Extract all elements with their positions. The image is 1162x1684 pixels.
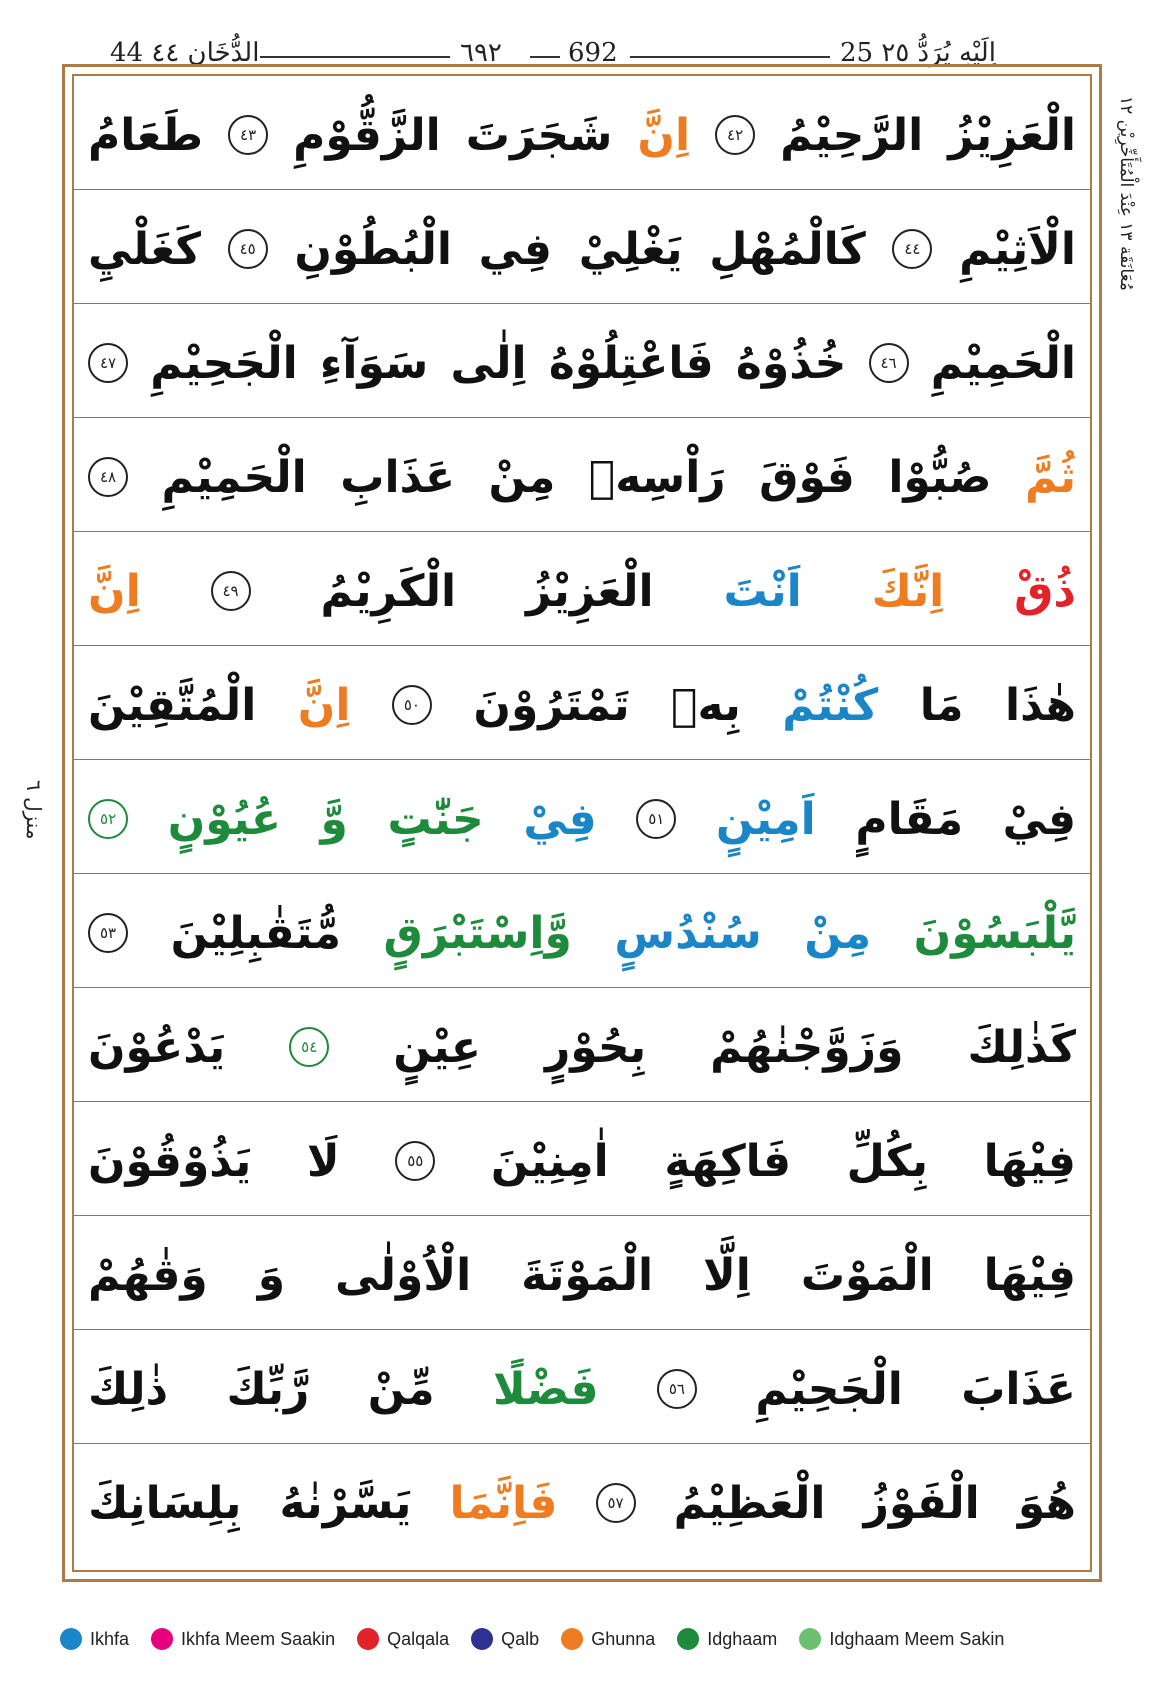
quran-word: فِيْهَا [983,1135,1076,1187]
quran-word: الْكَرِيْمُ [320,565,457,617]
quran-word: الرَّحِيْمُ [780,109,924,161]
quran-word: فَاِنَّمَا [449,1477,558,1529]
quran-word: شَجَرَتَ [465,109,613,161]
ayah-end-marker: ٥٦ [657,1369,697,1409]
verse-line-text [88,204,1076,294]
ayah-end-marker: ٤٢ [715,115,755,155]
legend-label: Qalb [501,1628,540,1649]
quran-word: الْجَحِيْمِ [755,1363,903,1415]
verse-line-row [74,1330,1090,1444]
quran-word: ذُقْ [1014,565,1076,617]
quran-word: اِنَّ [88,565,141,617]
verse-line-text [88,90,1076,180]
muanaqa-note: مُعَانَقَة ١٣ عِنْدَ الْمُتَأَخِّرِيْن ١٢ [1116,96,1136,291]
verse-line-text [88,318,1076,408]
quran-word: بِكُلِّ [846,1135,929,1187]
quran-word: بِحُوْرٍ [544,1021,647,1073]
quran-word: كَغَلْيِ [88,223,201,275]
quran-word: ثُمَّ [1024,451,1076,503]
quran-word: يَسَّرْنٰهُ [279,1477,412,1529]
quran-word: الْجَحِيْمِ [150,337,298,389]
quran-word: الْعَظِيْمُ [673,1477,826,1529]
ayah-end-marker: ٤٧ [88,343,128,383]
verse-line-row [74,988,1090,1102]
ayah-end-marker: ٥٢ [88,799,128,839]
legend-color-dot [151,1628,173,1650]
surah-name: 44 الدُّخَان ٤٤ [110,38,260,68]
tajweed-legend [60,1622,1120,1656]
quran-word: مِنْ [804,907,872,959]
quran-word: فَوْقَ [759,451,855,503]
quran-word: الْحَمِيْمِ [930,337,1076,389]
quran-word: جَنّٰتٍ [387,793,484,845]
quran-word: الزَّقُّوْمِ [293,109,441,161]
quran-word: فِيْ [1002,793,1076,845]
quran-word: الْحَمِيْمِ [161,451,307,503]
ayah-end-marker: ٥٣ [88,913,128,953]
quran-word: فِيْ [523,793,597,845]
page-number: 692 [568,38,618,68]
manzil-note: منزل ٦ [22,780,46,840]
margin-note-left [20,780,54,890]
legend-label: Idghaam [707,1628,778,1649]
quran-word: اِنَّ [637,109,691,161]
quran-word: اِنَّ [297,679,351,731]
legend-label: Ikhfa Meem Saakin [181,1628,336,1649]
quran-word: رَّبِّكَ [226,1363,310,1415]
quran-word: اٰمِنِيْنَ [490,1135,609,1187]
quran-word: الْمُتَّقِيْنَ [88,679,257,731]
legend-item [561,1628,655,1650]
quran-word: يَغْلِيْ [578,223,683,275]
juz-name: 25 اِلَيْهِ يُرَدُّ ٢٥ [840,38,996,68]
verse-line-text [88,432,1076,522]
verse-line-row [74,1102,1090,1216]
ayah-end-marker: ٥٧ [596,1483,636,1523]
verse-line-row [74,874,1090,988]
quran-word: مَا [919,679,964,731]
legend-item [357,1628,449,1650]
quran-word: فَاكِهَةٍ [664,1135,792,1187]
legend-item [799,1628,1004,1650]
quran-word: تَمْتَرُوْنَ [473,679,630,731]
quran-word: عُيُوْنٍ [167,793,281,845]
legend-color-dot [561,1628,583,1650]
quran-word: وَّاِسْتَبْرَقٍ [383,907,572,959]
legend-color-dot [471,1628,493,1650]
legend-item [151,1628,335,1650]
quran-word: الْاَثِيْمِ [959,223,1076,275]
quran-word: عَذَابِ [340,451,456,503]
ayah-end-marker: ٤٥ [228,229,268,269]
quran-word: خُذُوْهُ [735,337,847,389]
verse-line-text [88,660,1076,750]
quran-word: وَ [257,1249,286,1301]
quran-word: وَزَوَّجْنٰهُمْ [710,1021,904,1073]
legend-color-dot [60,1628,82,1650]
quran-word: وَّ [320,793,348,845]
verse-line-row [74,760,1090,874]
verse-line-text [88,1230,1076,1320]
quran-word: سُنْدُسٍ [614,907,762,959]
verse-line-text [88,888,1076,978]
verse-line-row [74,1216,1090,1330]
margin-note-right [1106,96,1146,476]
ayah-end-marker: ٥٥ [395,1141,435,1181]
verse-line-row [74,190,1090,304]
header-rule [260,56,450,58]
quran-word: هٰذَا [1004,679,1076,731]
verse-line-row [74,418,1090,532]
ayah-end-marker: ٤٩ [211,571,251,611]
quran-word: كُنْتُمْ [782,679,879,731]
quran-word: مُّتَقٰبِلِيْنَ [170,907,341,959]
verse-line-text [88,1002,1076,1092]
quran-word: اِلَّا [703,1249,751,1301]
quran-word: الْفَوْزُ [863,1477,980,1529]
verse-line-row [74,76,1090,190]
ayah-end-marker: ٥٤ [289,1027,329,1067]
quran-word: مَقَامٍ [855,793,964,845]
verse-line-text [88,1344,1076,1434]
quran-word: هُوَ [1017,1477,1076,1529]
verse-line-text [88,1458,1076,1548]
verse-line-row [74,532,1090,646]
legend-color-dot [799,1628,821,1650]
ayah-end-marker: ٤٤ [892,229,932,269]
header-rule [530,56,560,58]
quran-word: عِيْنٍ [393,1021,481,1073]
quran-word: ذٰلِكَ [88,1363,169,1415]
quran-word: اِلٰى [450,337,527,389]
quran-word: كَذٰلِكَ [967,1021,1076,1073]
quran-word: الْمَوْتَةَ [521,1249,654,1301]
ayah-end-marker: ٤٣ [228,115,268,155]
quran-word: سَوَآءِ [319,337,429,389]
page-number-arabic: ٦٩٢ [460,38,502,68]
legend-item [60,1628,129,1650]
quran-word: الْعَزِيْزُ [525,565,654,617]
legend-label: Ikhfa [90,1628,130,1649]
verse-line-row [74,304,1090,418]
verse-line-row [74,1444,1090,1558]
ayah-end-marker: ٤٦ [869,343,909,383]
legend-label: Qalqala [387,1628,450,1649]
legend-label: Ghunna [591,1628,656,1649]
verse-line-text [88,546,1076,636]
quran-word: وَقٰهُمْ [88,1249,208,1301]
verse-line-text [88,1116,1076,1206]
ayah-end-marker: ٥١ [636,799,676,839]
quran-word: اَمِيْنٍ [715,793,816,845]
quran-word: اِنَّكَ [871,565,945,617]
verse-line-row [74,646,1090,760]
legend-label: Idghaam Meem Sakin [829,1628,1005,1649]
quran-word: رَاْسِهٖ [588,451,726,503]
quran-word: فِيْهَا [983,1249,1076,1301]
quran-word: فَضْلًا [492,1363,599,1415]
quran-word: مِّنْ [367,1363,435,1415]
quran-word: يَّلْبَسُوْنَ [913,907,1076,959]
quran-word: مِنْ [488,451,556,503]
quran-word: فِي [478,223,552,275]
quran-word: الْبُطُوْنِ [294,223,452,275]
quran-word: بِلِسَانِكَ [88,1477,242,1529]
quran-word: طَعَامُ [88,109,204,161]
quran-word: عَذَابَ [961,1363,1076,1415]
header-rule [630,56,830,58]
quran-word: بِهٖ [671,679,741,731]
legend-item [677,1628,777,1650]
quran-word: فَاعْتِلُوْهُ [548,337,714,389]
quran-word: اَنْتَ [723,565,802,617]
quran-word: الْاُوْلٰى [335,1249,472,1301]
ayah-end-marker: ٤٨ [88,457,128,497]
legend-color-dot [357,1628,379,1650]
quran-word: صُبُّوْا [888,451,992,503]
legend-item [471,1628,539,1650]
quran-word: الْعَزِيْزُ [948,109,1076,161]
quran-word: لَا [306,1135,340,1187]
quran-word: يَدْعُوْنَ [88,1021,226,1073]
quran-word: الْمَوْتَ [800,1249,934,1301]
quran-word: يَذُوْقُوْنَ [88,1135,252,1187]
ayah-end-marker: ٥٠ [392,685,432,725]
quran-word: كَالْمُهْلِ [709,223,866,275]
legend-color-dot [677,1628,699,1650]
verse-line-text [88,774,1076,864]
